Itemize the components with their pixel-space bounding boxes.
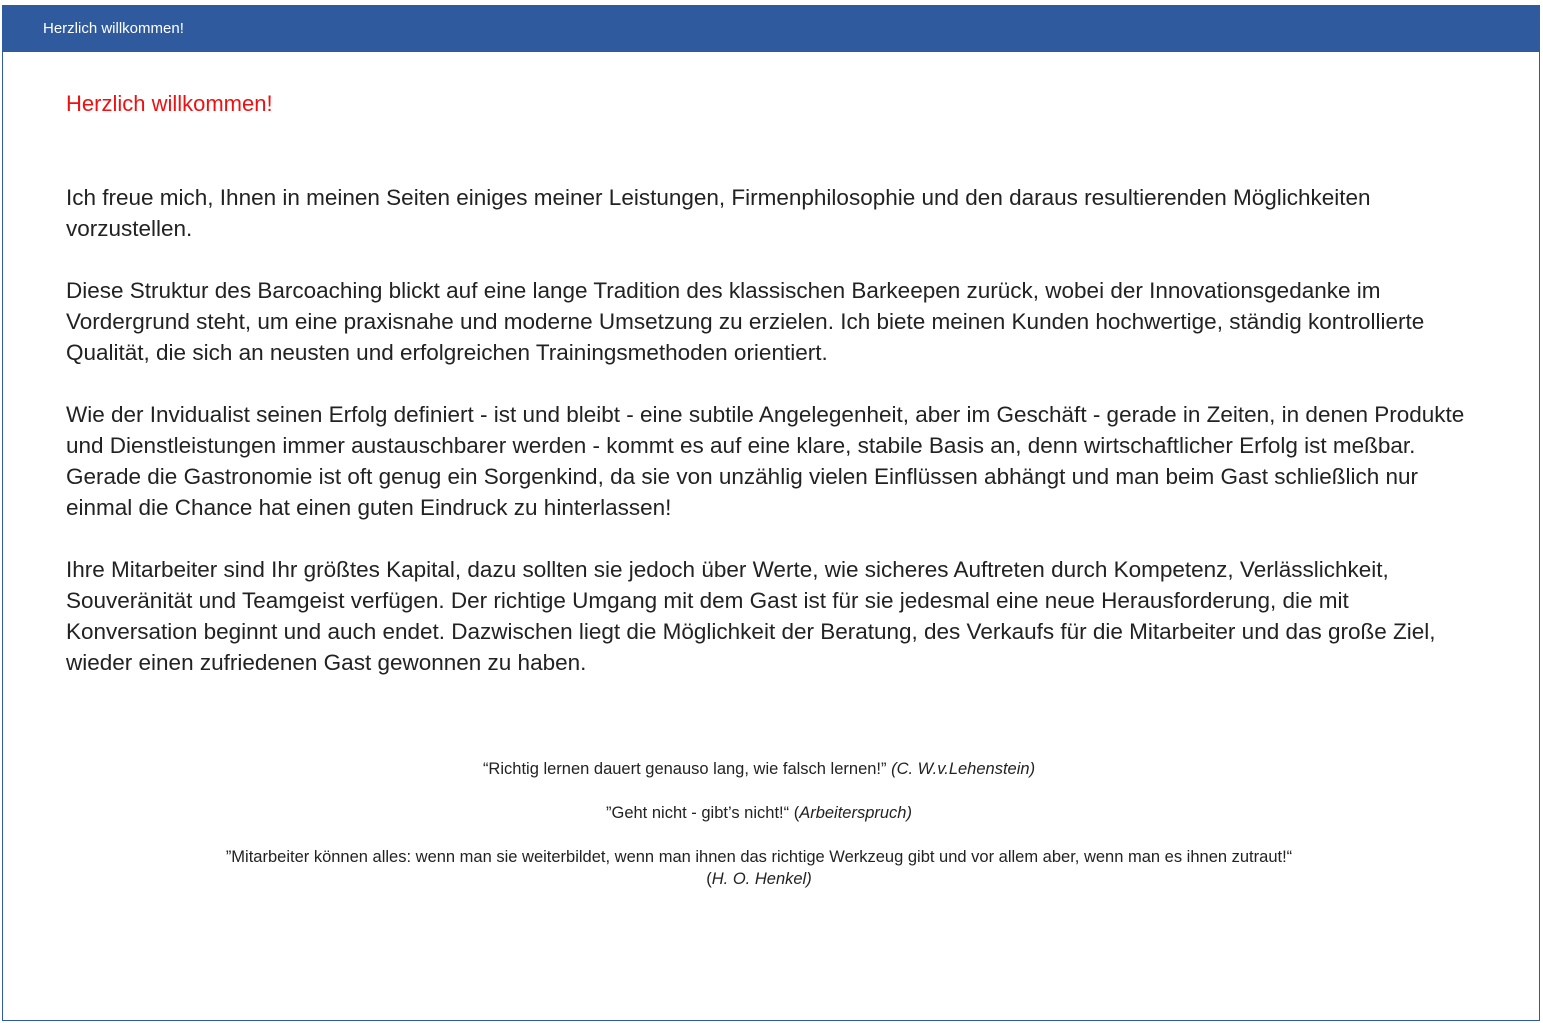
paragraph-structure: Diese Struktur des Barcoaching blickt auf eine lange Tradition des klassischen Barkeepen zurück, wobei der Innovationsgedanke im Vordergrund steht, um eine praxisnahe und moderne Umsetzung zu erzielen. Ich biete meinen Kunden hochwertige, ständig kontrollierte Qualität, die sich an neusten und erfolgreichen Trainingsmethoden orientiert. <box>66 278 1425 365</box>
paragraph-success: Wie der Invidualist seinen Erfolg definiert - ist und bleibt - eine subtile Angelegenheit, aber im Geschäft - gerade in Zeiten, in denen Produkte und Dienstleistungen immer austauschbarer werden - kommt es auf eine klare, stabile Basis an, denn wirtschaftlicher Erfolg ist meßbar. <box>66 402 1465 458</box>
panel-header-title: Herzlich willkommen! <box>43 20 184 37</box>
main-panel <box>2 5 1540 1021</box>
quote-author-prefix: ( <box>706 870 712 888</box>
panel-header <box>3 6 1539 52</box>
content-area <box>66 89 1466 709</box>
quote-text: ”Mitarbeiter können alles: wenn man sie weiterbildet, wenn man ihnen das richtige Werkzeug gibt und vor allem aber, wenn man es ihnen zutraut!“ <box>225 848 1293 866</box>
quote-item <box>3 802 1515 824</box>
quote-item <box>3 846 1515 890</box>
quote-item <box>3 758 1515 780</box>
quotes-section <box>3 758 1515 912</box>
paragraph-gastronomy: Gerade die Gastronomie ist oft genug ein Sorgenkind, da sie von unzählig vielen Einflüssen abhängt und man beim Gast schließlich nur einmal die Chance hat einen guten Eindruck zu hinterlassen! <box>66 464 1419 520</box>
quote-author: H. O. Henkel) <box>711 870 812 888</box>
paragraph-employees: Ihre Mitarbeiter sind Ihr größtes Kapital, dazu sollten sie jedoch über Werte, wie sicheres Auftreten durch Kompetenz, Verlässlichkeit, Souveränität und Teamgeist verfügen. Der richtige Umgang mit dem Gast ist für sie jedesmal eine neue Herausforderung, die mit Konversation beginnt und auch endet. Dazwischen liegt die Möglichkeit der Beratung, des Verkaufs für die Mitarbeiter und das große Ziel, wieder einen zufriedenen Gast gewonnen zu haben. <box>66 557 1436 675</box>
quote-text: ”Geht nicht - gibt’s nicht!“ ( <box>606 804 800 822</box>
quote-text: “Richtig lernen dauert genauso lang, wie falsch lernen!” <box>482 760 892 778</box>
quote-author: (C. W.v.Lehenstein) <box>891 760 1036 778</box>
quote-author: Arbeiterspruch) <box>799 804 912 822</box>
page-title: Herzlich willkommen! <box>66 91 273 116</box>
paragraph-intro: Ich freue mich, Ihnen in meinen Seiten einiges meiner Leistungen, Firmenphilosophie und den daraus resultierenden Möglichkeiten vorzustellen. <box>66 185 1371 241</box>
